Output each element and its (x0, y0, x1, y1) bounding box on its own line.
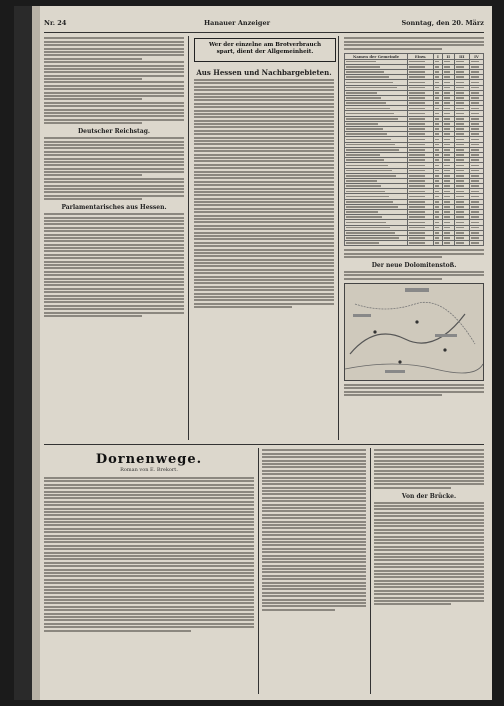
table-cell (469, 241, 483, 246)
table-header-col: IV (469, 53, 483, 59)
page-header (44, 18, 484, 33)
column-divider (188, 36, 189, 440)
masthead: Hanauer Anzeiger (204, 19, 271, 27)
table-cell (434, 241, 443, 246)
column-left-upper (44, 36, 184, 440)
table-cell (345, 241, 408, 246)
column-divider (338, 36, 339, 440)
column-right-upper (344, 36, 484, 440)
article-parlament-text (44, 213, 184, 317)
box-advert-line2: spart, dient der Allgemeinheit. (216, 49, 314, 55)
section-heading-dolomiten: Der neue Dolomitenstoß. (371, 262, 457, 270)
table-row (345, 241, 484, 246)
article-right-lower-text (374, 449, 484, 488)
section-heading-reichstag: Deutscher Reichstag. (77, 128, 151, 136)
novel-title: Dornenwege. (95, 452, 203, 467)
column-middle-upper (194, 64, 334, 440)
section-divider (44, 444, 484, 445)
column-novel (44, 448, 254, 694)
box-advert-line1: Wer der einzelne am Brotverbrauch (208, 42, 322, 48)
newspaper-page (14, 6, 492, 700)
front-map-drawing (345, 284, 483, 380)
section-heading-hessen: Aus Hessen und Nachbargebieten. (196, 68, 332, 77)
table-cell (454, 241, 469, 246)
front-map (344, 283, 484, 381)
article-dolomiten-text (344, 271, 484, 280)
article-reichstag-text (44, 137, 184, 200)
page-content (44, 18, 484, 694)
column-divider (370, 448, 371, 694)
table-header-col: I (434, 53, 443, 59)
section-heading-parlament: Parlamentarisches aus Hessen. (61, 204, 167, 212)
table-cell (408, 241, 434, 246)
article-continuation-text (262, 449, 366, 610)
scan-page-margin (32, 6, 40, 700)
table-header-col: III (454, 53, 469, 59)
article-hessen-text (194, 79, 334, 308)
scan-binding-edge (14, 6, 32, 700)
table-header-name: Namen der Gemeinde (345, 53, 408, 59)
novel-text (44, 477, 254, 632)
box-advert (194, 38, 336, 62)
column-right-lower (374, 448, 484, 694)
issue-date: Sonntag, den 20. März (401, 19, 484, 27)
article-intro-text (44, 37, 184, 124)
table-intro-text (344, 37, 484, 49)
page-number: Nr. 24 (44, 19, 67, 27)
table-body (345, 59, 484, 246)
map-caption-text (344, 384, 484, 396)
article-bruecke-text (374, 502, 484, 606)
statistics-table (344, 53, 484, 247)
table-header-col: II (442, 53, 454, 59)
table-note-text (344, 249, 484, 258)
table-cell (442, 241, 454, 246)
table-header-col: Einw. (408, 53, 434, 59)
section-heading-bruecke: Von der Brücke. (401, 492, 457, 500)
column-middle-lower (262, 448, 366, 694)
novel-author: Roman von E. Brekort. (120, 467, 178, 473)
column-divider (258, 448, 259, 694)
